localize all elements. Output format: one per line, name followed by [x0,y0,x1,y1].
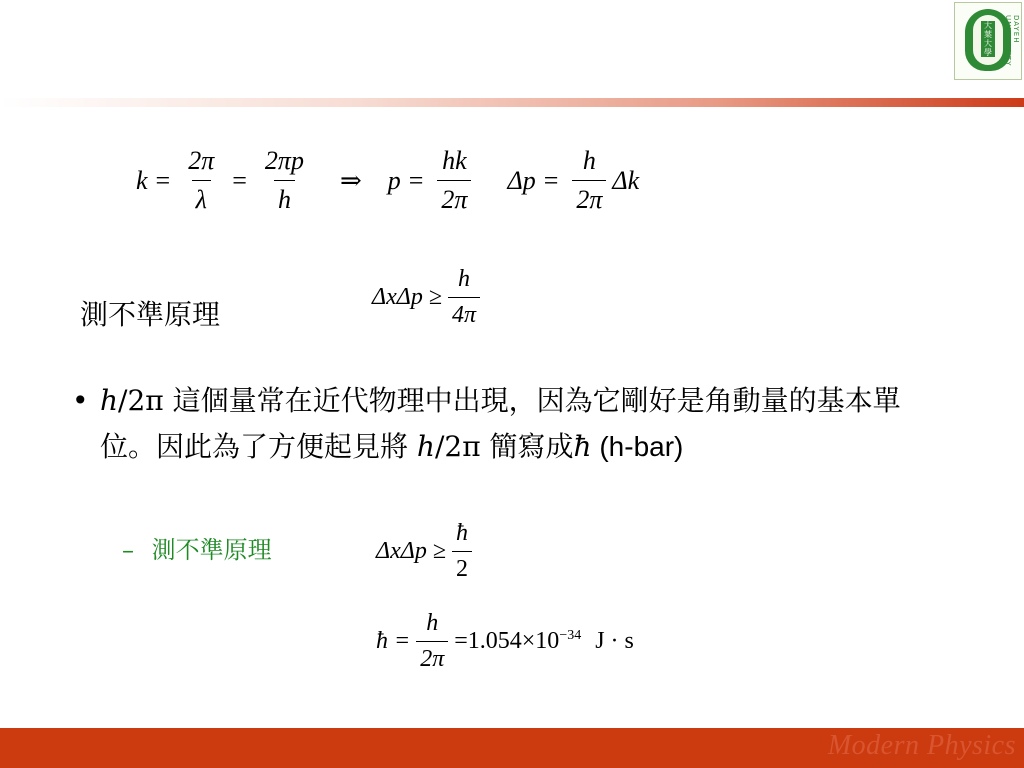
fraction: $\frac{2\pi}{\lambda}$ [188,146,215,214]
footer-title: Modern Physics [827,730,1016,761]
bullet-marker: • [72,384,89,417]
fraction: $\frac{h}{4\pi}$ [448,266,480,329]
uncertainty-equation: ΔxΔp ≥ $\frac{h}{4\pi}$ [372,266,486,329]
logo-ring-text: DAYEH UNIVERSITY [1004,15,1020,67]
eq-operator: = [155,165,171,195]
hbar-uncertainty-equation: ΔxΔp ≥ $\frac{ħ}{2}$ [376,520,478,583]
wavenumber-equation: k = $\frac{2\pi}{\lambda}$ = $\frac{2\pi p}{h}$ ⇒ p = $\frac{hk}{2\pi}$ Δp = $\frac{h}{2\pi}$ Δk [136,146,640,214]
eq-symbol: k [136,165,148,195]
logo-seal-text: 大葉大學 [981,21,995,57]
fraction: $\frac{h}{2\pi}$ [572,146,606,215]
eq-operator: = [232,165,247,195]
header-gradient-rule [0,98,1024,107]
fraction: $\frac{hk}{2\pi}$ [437,146,471,215]
fraction: $\frac{2\pi p}{h}$ [264,146,304,214]
implies-arrow: ⇒ [339,165,362,195]
university-logo [954,2,1022,80]
fraction: $\frac{ħ}{2}$ [452,520,472,583]
sub-bullet-uncertainty: – 測不準原理 [122,536,272,564]
hbar-value-equation: ħ = $\frac{h}{2\pi}$ =1.054×10 $^{-34}$ J · s [376,610,634,672]
uncertainty-heading: 測不準原理 [80,298,221,331]
hbar-bullet-paragraph: • h/2π 這個量常在近代物理中出現，因為它剛好是角動量的基本單位。因此為了方便起見將 h/2π 簡寫成ħ (h-bar) [72,378,952,470]
fraction: $\frac{h}{2\pi}$ [416,610,448,673]
